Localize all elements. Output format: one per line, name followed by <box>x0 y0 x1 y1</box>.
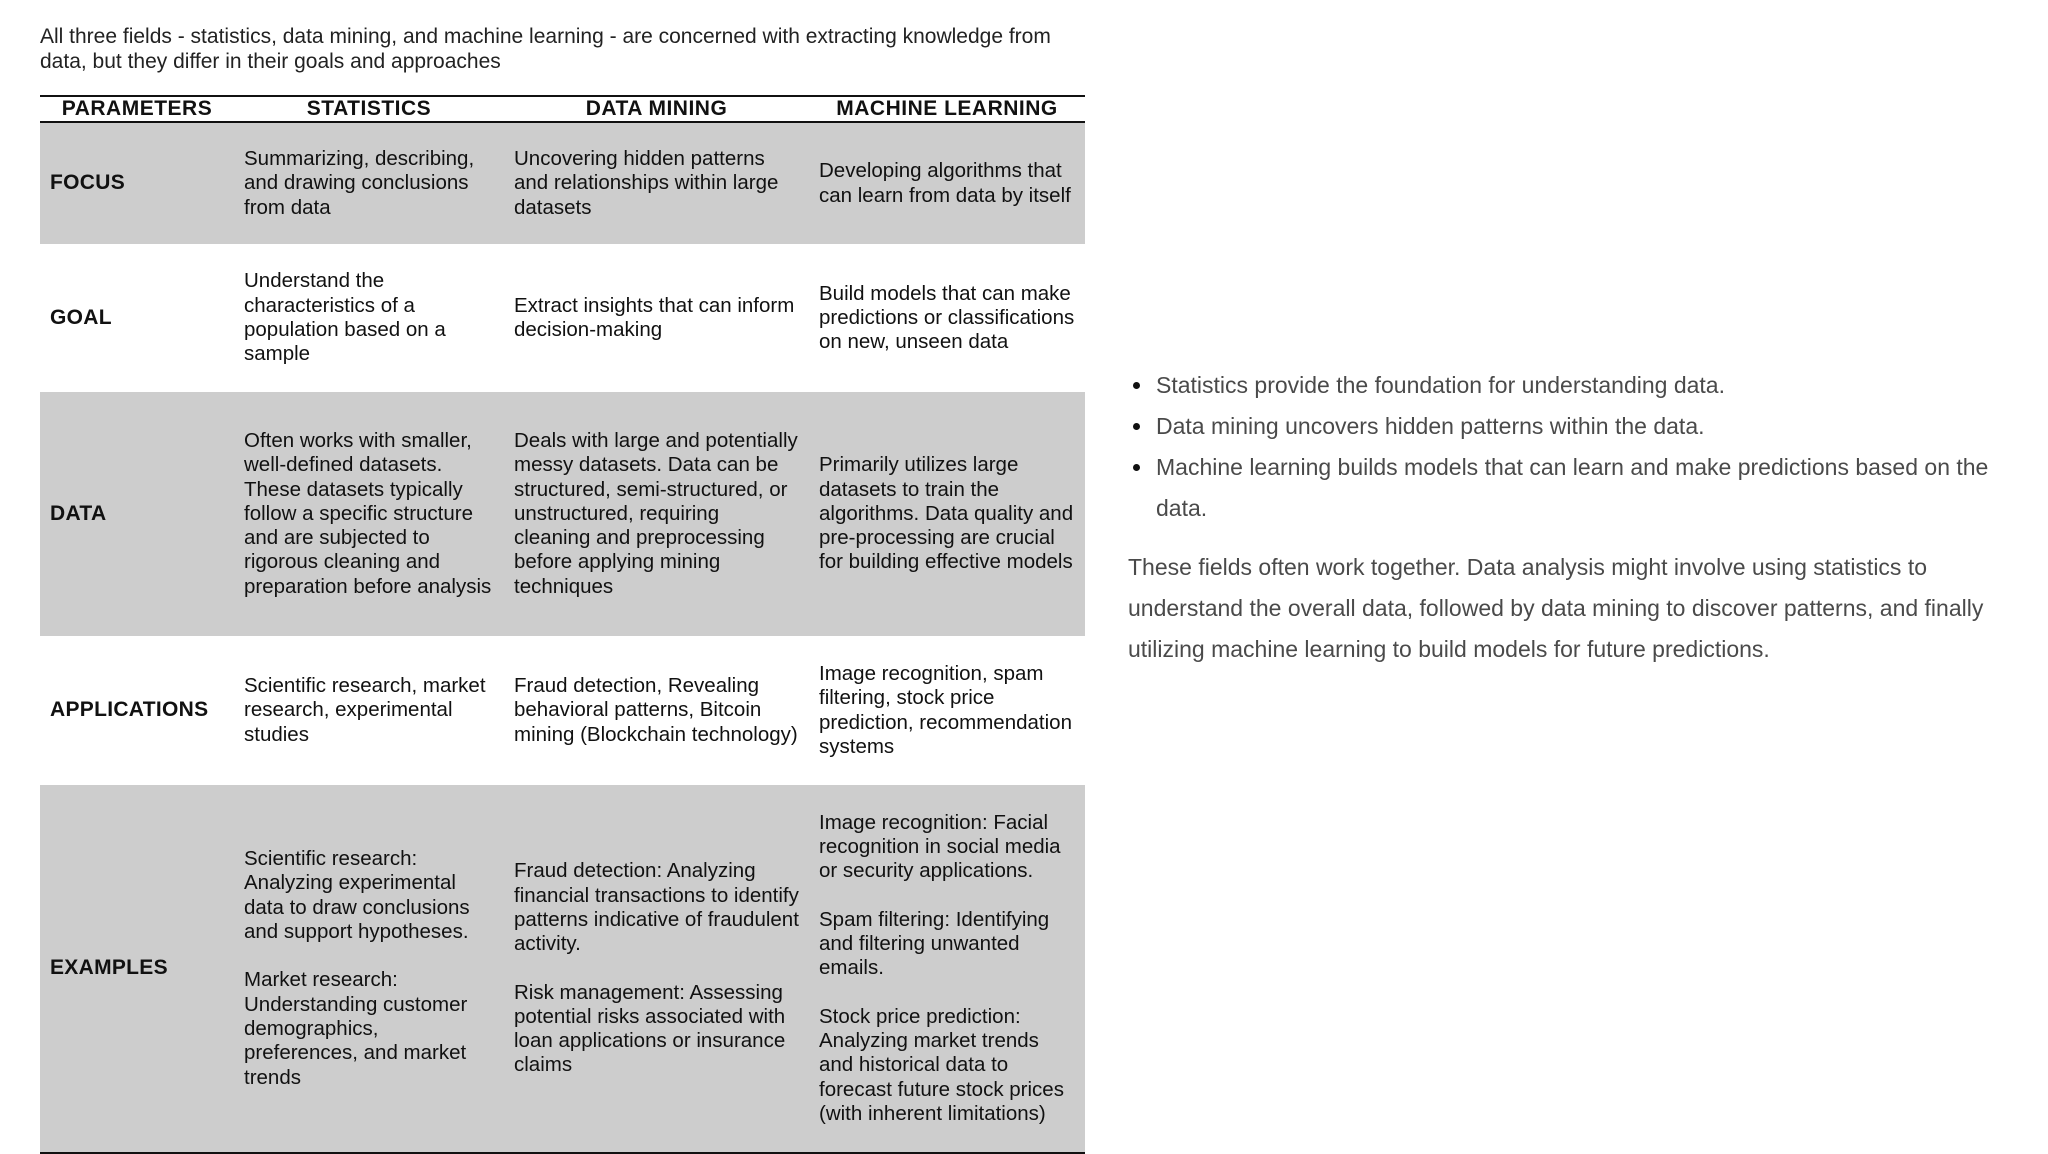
cell-text: Stock price prediction: Analyzing market trends and historical data to forecast future stock prices (with inherent limitations) <box>819 1004 1064 1125</box>
row-label-examples: EXAMPLES <box>40 785 234 1153</box>
cell-focus-statistics <box>234 122 504 244</box>
cell-goal-statistics <box>234 244 504 392</box>
header-data-mining: DATA MINING <box>504 96 809 122</box>
header-machine-learning: MACHINE LEARNING <box>809 96 1085 122</box>
cell-data-data-mining <box>504 392 809 636</box>
row-label-focus: FOCUS <box>40 122 234 244</box>
cell-text: Understand the characteristics of a population based on a sample <box>244 269 446 366</box>
cell-text: Image recognition: Facial recognition in social media or security applications. <box>819 810 1061 883</box>
bullet-list <box>1128 365 2028 529</box>
list-item: • Data mining uncovers hidden patterns within the data. <box>1154 406 2028 447</box>
cell-focus-machine-learning <box>809 122 1085 244</box>
table-row-examples <box>40 785 1085 1153</box>
cell-text: Fraud detection: Analyzing financial transactions to identify patterns indicative of fraudulent activity. <box>514 859 799 956</box>
table-row-focus <box>40 122 1085 244</box>
cell-text: Scientific research, market research, experimental studies <box>244 674 486 746</box>
cell-applications-data-mining <box>504 636 809 785</box>
cell-text: Image recognition, spam filtering, stock price prediction, recommendation systems <box>819 661 1072 758</box>
cell-examples-machine-learning <box>809 785 1085 1153</box>
header-parameters: PARAMETERS <box>40 96 234 122</box>
cell-text: Risk management: Assessing potential risks associated with loan applications or insurance claims <box>514 980 786 1077</box>
cell-data-machine-learning <box>809 392 1085 636</box>
cell-text: Scientific research: Analyzing experimental data to draw conclusions and support hypotheses. <box>244 847 470 944</box>
cell-text: Fraud detection, Revealing behavioral patterns, Bitcoin mining (Blockchain technology) <box>514 674 798 746</box>
cell-text: Uncovering hidden patterns and relationships within large datasets <box>514 147 779 219</box>
cell-text: Market research: Understanding customer demographics, preferences, and market trends <box>244 968 468 1089</box>
list-item: • Machine learning builds models that can learn and make predictions based on the data. <box>1154 447 2028 529</box>
row-label-data: DATA <box>40 392 234 636</box>
cell-goal-data-mining <box>504 244 809 392</box>
cell-applications-statistics <box>234 636 504 785</box>
cell-examples-statistics <box>234 785 504 1153</box>
cell-examples-data-mining <box>504 785 809 1153</box>
table-row-applications <box>40 636 1085 785</box>
cell-data-statistics <box>234 392 504 636</box>
table-row-goal <box>40 244 1085 392</box>
cell-text: Primarily utilizes large datasets to train the algorithms. Data quality and pre-processing are crucial for building effective models <box>819 453 1074 574</box>
notes-section <box>1128 365 2028 670</box>
list-item: • Statistics provide the foundation for understanding data. <box>1154 365 2028 406</box>
cell-goal-machine-learning <box>809 244 1085 392</box>
intro-text: All three fields - statistics, data mining, and machine learning - are concerned with extracting knowledge from data, but they differ in their goals and approaches <box>40 25 1051 73</box>
cell-text: Often works with smaller, well-defined datasets. These datasets typically follow a specific structure and are subjected to rigorous cleaning and preparation before analysis <box>244 428 492 598</box>
cell-text: Extract insights that can inform decision-making <box>514 293 795 341</box>
header-statistics: STATISTICS <box>234 96 504 122</box>
cell-text: Summarizing, describing, and drawing conclusions from data <box>244 147 475 219</box>
table-header-row <box>40 96 1085 122</box>
row-label-goal: GOAL <box>50 305 112 329</box>
table-row-data <box>40 392 1085 636</box>
cell-text: Developing algorithms that can learn from data by itself <box>819 159 1071 207</box>
cell-applications-machine-learning <box>809 636 1085 785</box>
comparison-table <box>40 95 1085 1154</box>
row-label-applications: APPLICATIONS <box>50 698 209 722</box>
cell-text: Deals with large and potentially messy datasets. Data can be structured, semi-structured, or unstructured, requiring cleaning and preprocessing before applying mining techniques <box>514 428 798 598</box>
cell-text: Spam filtering: Identifying and filtering unwanted emails. <box>819 907 1050 980</box>
cell-focus-data-mining <box>504 122 809 244</box>
summary-paragraph: These fields often work together. Data analysis might involve using statistics to understand the overall data, followed by data mining to discover patterns, and finally utilizing machine learning to build models for future predictions. <box>1128 554 1984 662</box>
cell-text: Build models that can make predictions or classifications on new, unseen data <box>819 281 1075 354</box>
